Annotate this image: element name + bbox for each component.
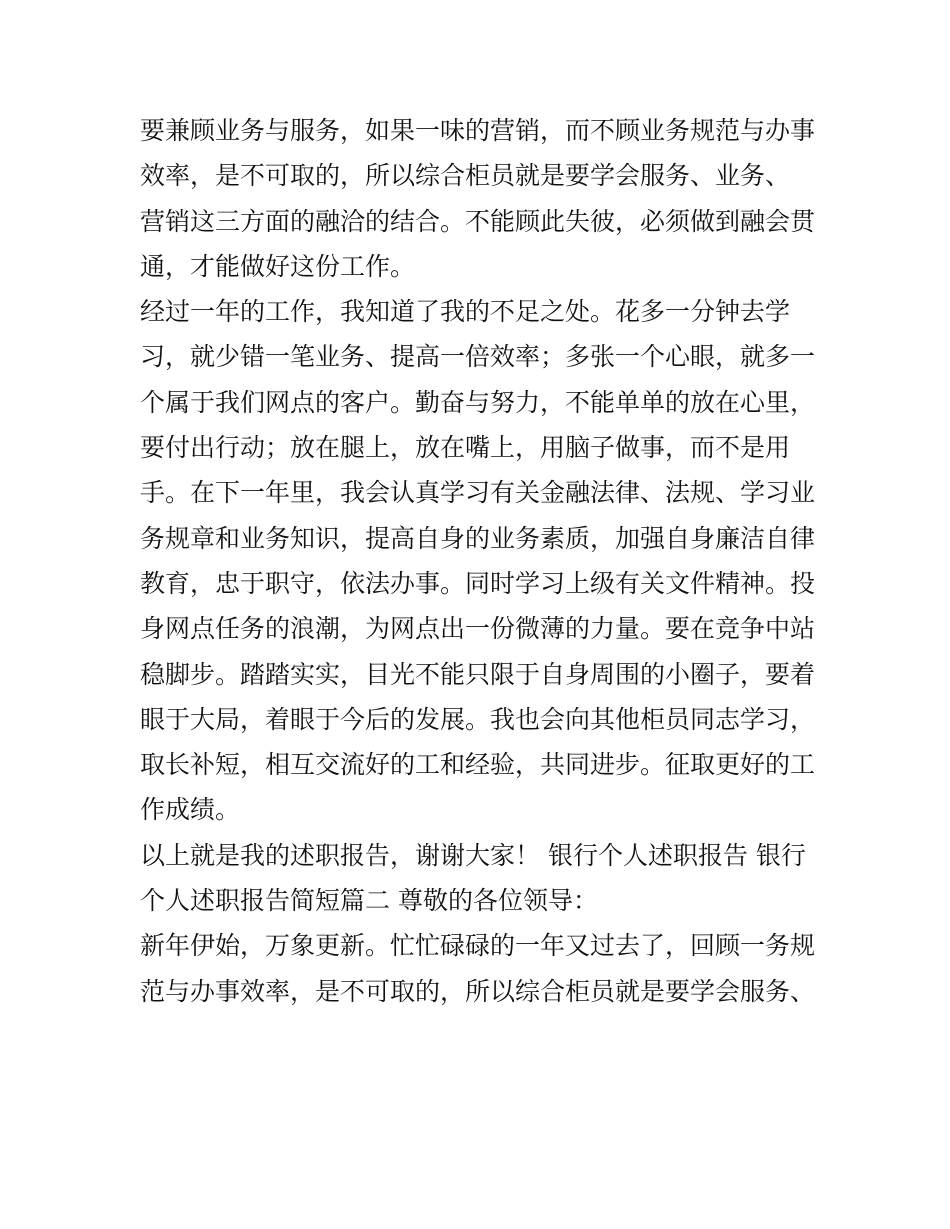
text-line: 习，就少错一笔业务、提高一倍效率；多张一个心眼，就多一 [140, 342, 816, 372]
text-line: 要付出行动；放在腿上，放在嘴上，用脑子做事，而不是用 [140, 433, 791, 463]
text-line: 通，才能做好这份工作。 [140, 251, 416, 281]
text-line: 眼于大局，着眼于今后的发展。我也会向其他柜员同志学习， [140, 704, 816, 734]
text-line: 要兼顾业务与服务，如果一味的营销，而不顾业务规范与办事 [140, 116, 816, 145]
text-line: 个属于我们网点的客户。勤奋与努力，不能单单的放在心里， [140, 387, 816, 417]
document-body [140, 108, 820, 1014]
text-line: 经过一年的工作，我知道了我的不足之处。花多一分钟去学 [140, 297, 791, 327]
text-line: 教育，忠于职守，依法办事。同时学习上级有关文件精神。投 [140, 568, 816, 598]
text-line: 新年伊始，万象更新。忙忙碌碌的一年又过去了，回顾一务规 [140, 931, 816, 961]
text-line: 稳脚步。踏踏实实，目光不能只限于自身周围的小圈子，要着 [140, 659, 816, 689]
text-line: 范与办事效率，是不可取的，所以综合柜员就是要学会服务、 [140, 976, 816, 1006]
text-line: 效率，是不可取的，所以综合柜员就是要学会服务、业务、 [140, 161, 791, 191]
text-line: 个人述职报告简短篇二 尊敬的各位领导： [140, 886, 598, 916]
text-line: 营销这三方面的融洽的结合。不能顾此失彼，必须做到融会贯 [140, 206, 816, 236]
text-line: 务规章和业务知识，提高自身的业务素质，加强自身廉洁自律 [140, 523, 816, 553]
text-line: 手。在下一年里，我会认真学习有关金融法律、法规、学习业 [140, 478, 816, 508]
text-line: 取长补短，相互交流好的工和经验，共同进步。征取更好的工 [140, 750, 816, 780]
text-line: 身网点任务的浪潮，为网点出一份微薄的力量。要在竞争中站 [140, 614, 816, 644]
text-line: 作成绩。 [140, 795, 241, 825]
text-line: 以上就是我的述职报告，谢谢大家！ 银行个人述职报告 银行 [140, 840, 806, 870]
